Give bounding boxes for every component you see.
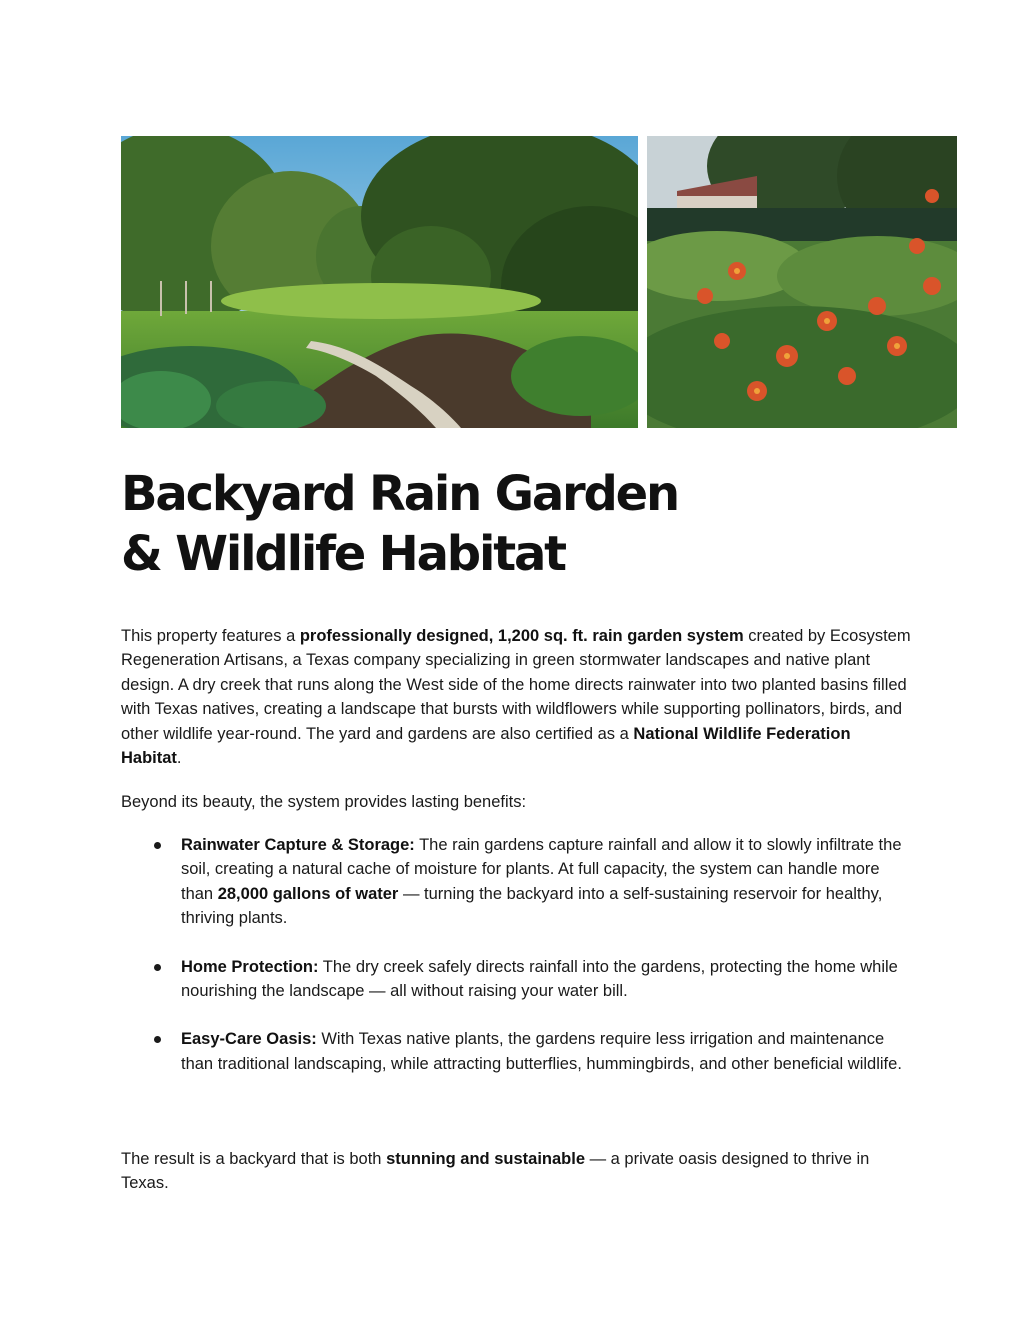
bullet-dot-icon: [154, 1036, 161, 1043]
conclusion-bold: stunning and sustainable: [386, 1150, 585, 1168]
list-item: [121, 955, 911, 1004]
garden-landscape-image: [121, 136, 638, 428]
bullet-text: The rain gardens capture rainfall and allow it to slowly infiltrate the soil, creating a natural cache of moisture for plants. At full capacity, the system can handle more than: [181, 836, 902, 903]
bullet-label: Home Protection:: [181, 957, 319, 976]
bullet-label: Rainwater Capture & Storage:: [181, 836, 415, 854]
bullet-label: Easy-Care Oasis:: [181, 1030, 317, 1049]
list-item: [121, 833, 911, 931]
bullet-text-2: — turning the backyard into a self-sustaining reservoir for healthy, thriving plants.: [181, 884, 883, 928]
red-wildflowers-photo: [647, 136, 957, 428]
title-line-2: & Wildlife Habitat: [121, 526, 565, 582]
garden-landscape-photo: [121, 136, 638, 428]
bullet-text: The dry creek safely directs rainfall into the gardens, protecting the home while nourishing the landscape — all without raising your water bill.: [181, 957, 898, 1001]
intro-bold-2: National Wildlife Federation Habitat: [121, 724, 851, 768]
intro-text-1: This property features a: [121, 627, 300, 645]
list-item: [121, 1027, 911, 1076]
intro-text-2: created by Ecosystem Regeneration Artisans, a Texas company specializing in green stormwater landscapes and native plant design. A dry creek that runs along the West side of the home directs rainwater into two planted basins filled with Texas natives, creating a landscape that bursts with wildflowers while supporting pollinators, birds, and other wildlife year-round. The yard and gardens are also certified as a: [121, 627, 911, 743]
bullet-dot-icon: [154, 964, 161, 971]
intro-text-3: .: [176, 749, 182, 768]
bullet-text: With Texas native plants, the gardens require less irrigation and maintenance than traditional landscaping, while attracting butterflies, hummingbirds, and other beneficial wildlife.: [181, 1030, 902, 1073]
benefits-list: [121, 833, 911, 1076]
conclusion-text-2: — a private oasis designed to thrive in Texas.: [121, 1150, 870, 1193]
intro-paragraph: [121, 624, 911, 770]
conclusion-text-1: The result is a backyard that is both: [121, 1150, 387, 1168]
title-line-1: Backyard Rain Garden: [121, 466, 679, 522]
page-title: [121, 464, 678, 584]
bullet-dot-icon: [154, 842, 161, 849]
intro-bold-1: professionally designed, 1,200 sq. ft. rain garden system: [299, 627, 744, 645]
red-wildflowers-image: [647, 136, 957, 428]
conclusion-paragraph: [121, 1147, 911, 1196]
benefits-intro: Beyond its beauty, the system provides lasting benefits:: [121, 793, 527, 811]
bullet-bold: 28,000 gallons of water: [217, 884, 399, 903]
